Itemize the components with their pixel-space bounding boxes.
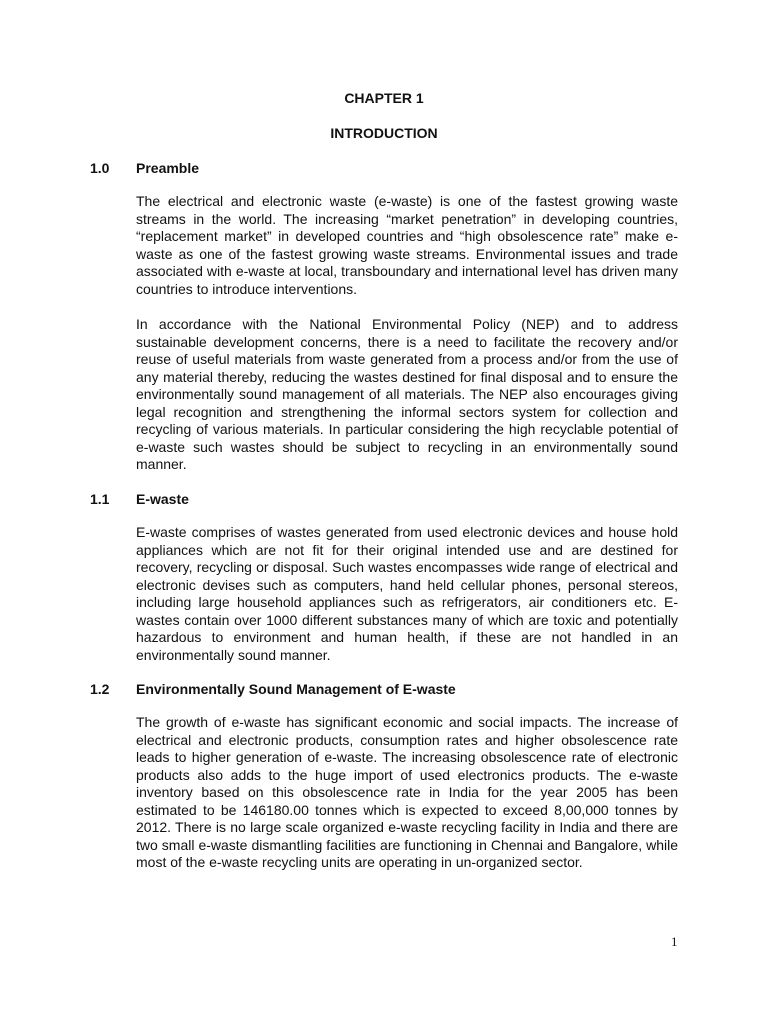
section-number: 1.0 [90, 160, 110, 176]
paragraph: The growth of e-waste has significant economic and social impacts. The increase of electrical and electronic products, consumption rates and higher obsolescence rate leads to higher generation of e-waste. The increasing obsolescence rate of electronic products also adds to the huge import of used electronics products. The e-waste inventory based on this obsolescence rate in India for the year 2005 has been estimated to be 146180.00 tonnes which is expected to exceed 8,00,000 tonnes by 2012. There is no large scale organized e-waste recycling facility in India and there are two small e-waste dismantling facilities are functioning in Chennai and Bangalore, while most of the e-waste recycling units are operating in un-organized sector. [136, 714, 678, 871]
section-title: Environmentally Sound Management of E-waste [136, 681, 456, 697]
chapter-title: INTRODUCTION [330, 125, 438, 141]
section-number: 1.1 [90, 491, 110, 507]
paragraph: In accordance with the National Environmental Policy (NEP) and to address sustainable development concerns, there is a need to facilitate the recovery and/or reuse of useful materials from waste generated from a process and/or from the use of any material thereby, reducing the wastes destined for final disposal and to ensure the environmentally sound management of all materials. The NEP also encourages giving legal recognition and strengthening the informal sectors system for collection and recycling of various materials. In particular considering the high recyclable potential of e-waste such wastes should be subject to recycling in an environmentally sound manner. [136, 316, 678, 473]
chapter-label: CHAPTER 1 [344, 90, 424, 106]
section-title: Preamble [136, 160, 200, 176]
section-title: E-waste [136, 491, 189, 507]
section-number: 1.2 [90, 681, 110, 697]
paragraph: The electrical and electronic waste (e-waste) is one of the fastest growing waste streams in the world. The increasing “market penetration” in developing countries, “replacement market” in developed countries and “high obsolescence rate” make e-waste as one of the fastest growing waste streams. Environmental issues and trade associated with e-waste at local, transboundary and international level has driven many countries to introduce interventions. [136, 193, 678, 297]
page-number: 1 [671, 934, 678, 949]
paragraph: E-waste comprises of wastes generated from used electronic devices and house hold appliances which are not fit for their original intended use and are destined for recovery, recycling or disposal. Such wastes encompasses wide range of electrical and electronic devises such as computers, hand held cellular phones, personal stereos, including large household appliances such as refrigerators, air conditioners etc. E-wastes contain over 1000 different substances many of which are toxic and potentially hazardous to environment and human health, if these are not handled in an environmentally sound manner. [136, 524, 678, 663]
